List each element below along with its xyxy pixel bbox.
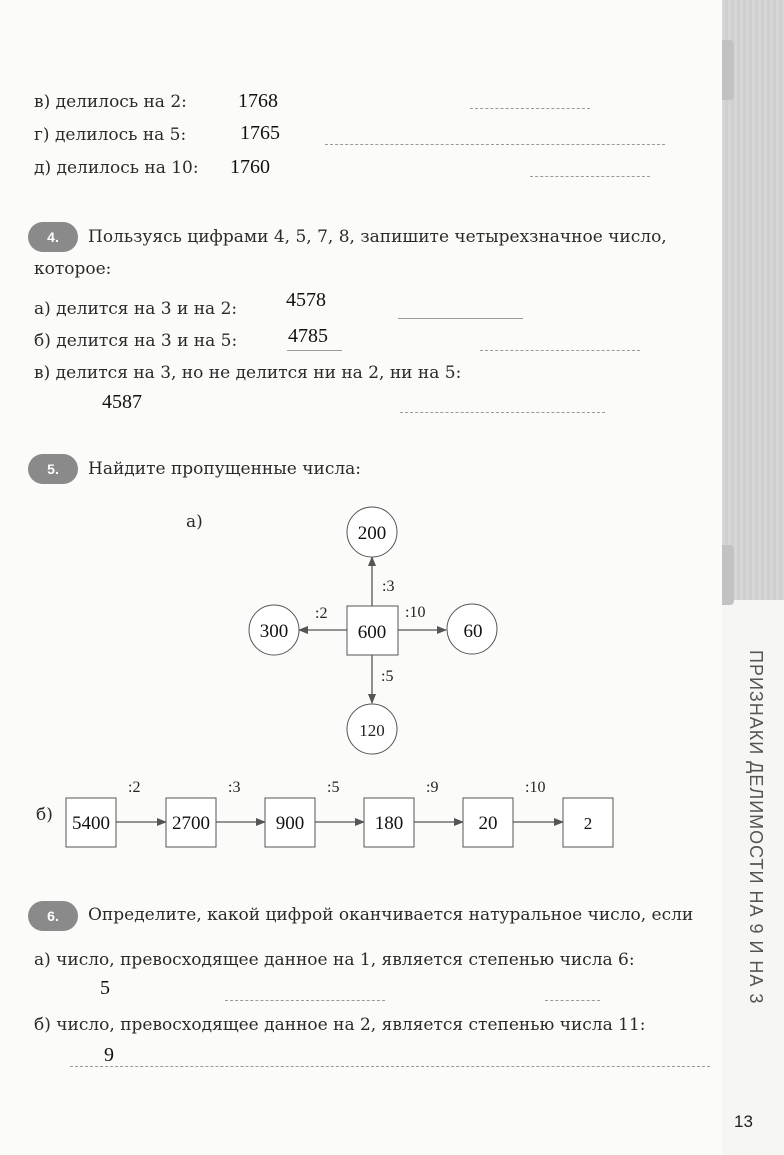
task-text: Найдите пропущенные числа: bbox=[88, 459, 362, 479]
handwritten-answer: 1765 bbox=[240, 122, 280, 144]
op-label-top: :3 bbox=[382, 578, 395, 595]
chain-value: 20 bbox=[478, 813, 498, 834]
item-label: б) делится на 3 и на 5: bbox=[34, 331, 238, 351]
handwritten-answer: 9 bbox=[104, 1044, 114, 1066]
task-text: которое: bbox=[34, 259, 112, 279]
op-label-bottom: :5 bbox=[381, 668, 394, 685]
chain-op-label: :2 bbox=[128, 779, 141, 796]
task-text: Определите, какой цифрой оканчивается натуральное число, если bbox=[88, 905, 694, 925]
item-label: б) число, превосходящее данное на 2, является степенью числа 11: bbox=[34, 1015, 646, 1035]
chain-value: 2700 bbox=[172, 813, 210, 834]
item-label: в) делилось на 2: bbox=[34, 92, 187, 112]
handwritten-answer: 1760 bbox=[230, 156, 270, 178]
handwritten-answer: 1768 bbox=[238, 90, 278, 112]
chain-value: 2 bbox=[583, 814, 593, 833]
right-value: 60 bbox=[463, 621, 483, 642]
handwritten-answer: 4785 bbox=[288, 325, 328, 347]
op-label-left: :2 bbox=[315, 605, 328, 622]
section-title: ПРИЗНАКИ ДЕЛИМОСТИ НА 9 И НА 3 bbox=[746, 650, 766, 1005]
item-label: в) делится на 3, но не делится ни на 2, ни на 5: bbox=[34, 363, 462, 383]
top-value: 200 bbox=[357, 523, 387, 544]
bottom-value: 120 bbox=[359, 721, 385, 740]
chain-b bbox=[66, 779, 613, 847]
chain-op-label: :9 bbox=[426, 779, 439, 796]
chain-value: 900 bbox=[275, 813, 305, 834]
handwritten-answer: 5 bbox=[100, 977, 110, 999]
answer-line bbox=[545, 1000, 600, 1001]
part-label: б) bbox=[36, 805, 53, 825]
answer-line bbox=[70, 1066, 710, 1067]
center-value: 600 bbox=[357, 622, 387, 643]
answer-line bbox=[225, 1000, 385, 1001]
chain-value: 5400 bbox=[72, 813, 110, 834]
chain-op-label: :10 bbox=[525, 779, 546, 796]
handwritten-answer: 4578 bbox=[286, 289, 326, 311]
item-label: а) число, превосходящее данное на 1, является степенью числа 6: bbox=[34, 950, 635, 970]
chain-op-label: :5 bbox=[327, 779, 340, 796]
task-text: Пользуясь цифрами 4, 5, 7, 8, запишите четырехзначное число, bbox=[88, 227, 667, 247]
part-label: а) bbox=[186, 512, 203, 532]
item-label: а) делится на 3 и на 2: bbox=[34, 299, 238, 319]
page-number: 13 bbox=[734, 1112, 753, 1131]
handwritten-answer: 4587 bbox=[102, 391, 142, 413]
left-value: 300 bbox=[259, 621, 289, 642]
chain-value: 180 bbox=[374, 813, 404, 834]
item-label: д) делилось на 10: bbox=[34, 158, 199, 178]
task-number-badge: 5. bbox=[28, 454, 78, 484]
chain-op-label: :3 bbox=[228, 779, 241, 796]
task-number-badge: 4. bbox=[28, 222, 78, 252]
item-label: г) делилось на 5: bbox=[34, 125, 187, 145]
op-label-right: :10 bbox=[405, 604, 426, 621]
task-number-badge: 6. bbox=[28, 901, 78, 931]
